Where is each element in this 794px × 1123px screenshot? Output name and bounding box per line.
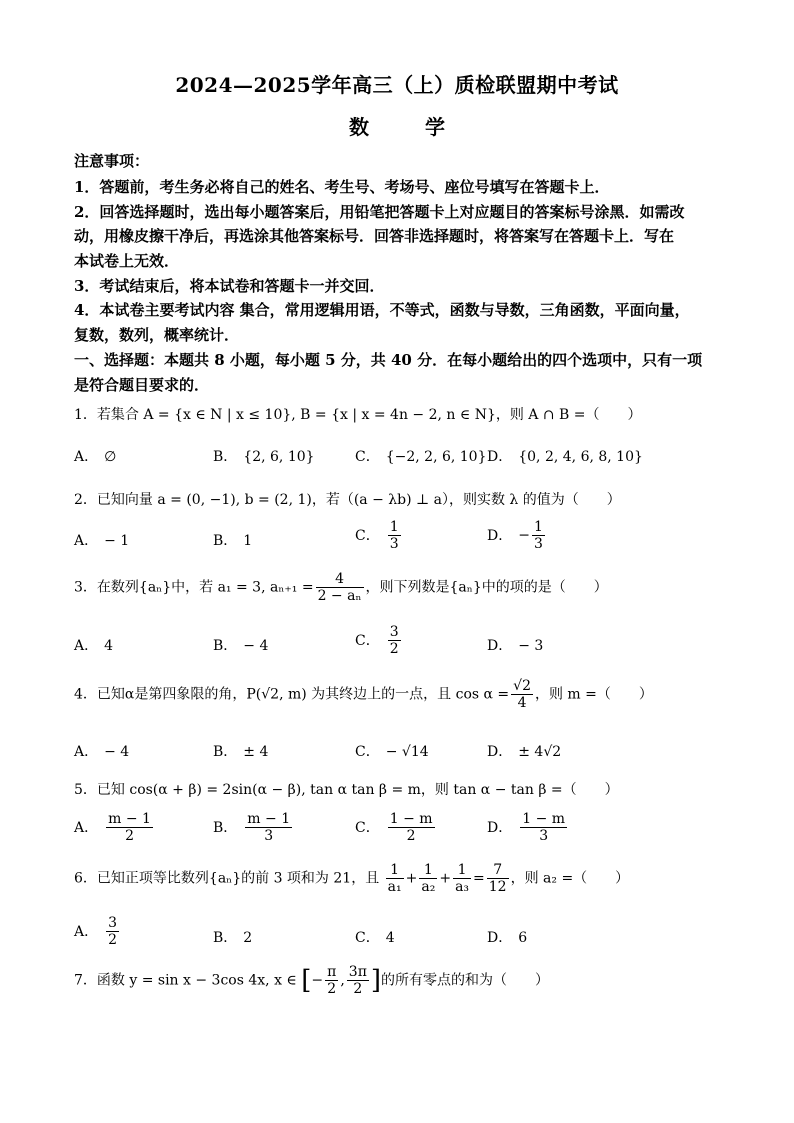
question-1-stem: 1．若集合 A = {x ∈ N | x ≤ 10}, B = {x | x = 4n − 2, n ∈ N}，则 A ∩ B =（ ） — [74, 407, 642, 423]
question-1-option-a: A． ∅ — [74, 449, 117, 465]
question-2-stem: 2．已知向量 a = (0, −1), b = (2, 1)，若（(a − λb) ⊥ a），则实数 λ 的值为（ ） — [74, 492, 621, 508]
question-7-stem: 7．函数 y = sin x − 3cos 4x, x ∈ [− $\frac{\pi}{2}$ , $\frac{3\pi}{2}$ ]的所有零点的和为（ ） — [74, 964, 550, 997]
question-3-option-a: A． 4 — [74, 638, 114, 654]
question-5-option-d: D． $\frac{1 - m}{3}$ — [487, 811, 566, 844]
question-5-stem: 5．已知 cos(α + β) = 2sin(α − β), tan α tan β = m，则 tan α − tan β =（ ） — [74, 782, 619, 798]
exam-subject: 数 学 — [349, 115, 463, 139]
question-2-option-b: B． 1 — [213, 533, 253, 549]
question-4-option-d: D． ± 4√2 — [487, 744, 562, 760]
question-4-option-a: A． − 4 — [74, 744, 130, 760]
section-heading-line-2: 是符合题目要求的． — [74, 376, 210, 394]
question-3-option-b: B． − 4 — [213, 638, 269, 654]
question-2-option-c: C． $\frac{1}{3}$ — [355, 519, 399, 552]
question-5-option-a: A． $\frac{m - 1}{2}$ — [74, 811, 151, 844]
question-6-option-d: D． 6 — [487, 930, 528, 946]
question-2-option-d: D． − $\frac{1}{3}$ — [487, 519, 543, 552]
question-4-option-c: C． − √14 — [355, 744, 429, 760]
question-5-option-b: B． $\frac{m - 1}{3}$ — [213, 811, 291, 844]
note-2-line-1: 2．回答选择题时，选出每小题答案后，用铅笔把答题卡上对应题目的答案标号涂黑．如需改 — [74, 203, 685, 221]
section-heading-line-1: 一、选择题：本题共 8 小题，每小题 5 分，共 40 分．在每小题给出的四个选项中，只有一项 — [74, 351, 703, 369]
note-4-line-2: 复数，数列，概率统计． — [74, 326, 240, 344]
note-3: 3．考试结束后，将本试卷和答题卡一并交回． — [74, 277, 385, 295]
question-3-stem: 3．在数列{aₙ}中，若 a₁ = 3, aₙ₊₁ = $\frac{4}{\text{2 − aₙ}}$ ，则下列数是{aₙ}中的项的是（ ） — [74, 571, 608, 604]
note-2-line-3: 本试卷上无效． — [74, 252, 180, 270]
question-1-option-c: C． {−2, 2, 6, 10} — [355, 449, 487, 465]
question-6-option-a: A． $\frac{3}{2}$ — [74, 915, 118, 948]
question-6-option-c: C． 4 — [355, 930, 395, 946]
question-6-stem: 6．已知正项等比数列{aₙ}的前 3 项和为 21，且 $\frac{1}{\text{a₁}}$ + $\frac{1}{\text{a₂}}$ + $\frac{1}{\text{a₃}}$ = $\frac{7}{12}$ ，则 a₂ =（ ） — [74, 862, 630, 895]
exam-title: 2024—2025学年高三（上）质检联盟期中考试 — [175, 73, 619, 97]
note-4-line-1: 4．本试卷主要考试内容 集合，常用逻辑用语，不等式，函数与导数，三角函数，平面向量， — [74, 301, 690, 319]
question-1-option-b: B． {2, 6, 10} — [213, 449, 315, 465]
question-5-option-c: C． $\frac{1 - m}{2}$ — [355, 811, 433, 844]
question-4-option-b: B． ± 4 — [213, 744, 269, 760]
question-6-option-b: B． 2 — [213, 930, 253, 946]
question-4-stem: 4．已知α是第四象限的角，P(√2, m) 为其终边上的一点，且 cos α = $\frac{√2}{4}$ ，则 m =（ ） — [74, 678, 653, 711]
note-1: 1．答题前，考生务必将自己的姓名、考生号、考场号、座位号填写在答题卡上． — [74, 178, 610, 196]
notes-heading: 注意事项： — [74, 152, 150, 170]
note-2-line-2: 动，用橡皮擦干净后，再选涂其他答案标号．回答非选择题时，将答案写在答题卡上．写在 — [74, 227, 675, 245]
question-3-option-c: C． $\frac{3}{2}$ — [355, 624, 399, 657]
question-1-option-d: D． {0, 2, 4, 6, 8, 10} — [487, 449, 643, 465]
question-2-option-a: A． − 1 — [74, 533, 130, 549]
question-3-option-d: D． − 3 — [487, 638, 544, 654]
